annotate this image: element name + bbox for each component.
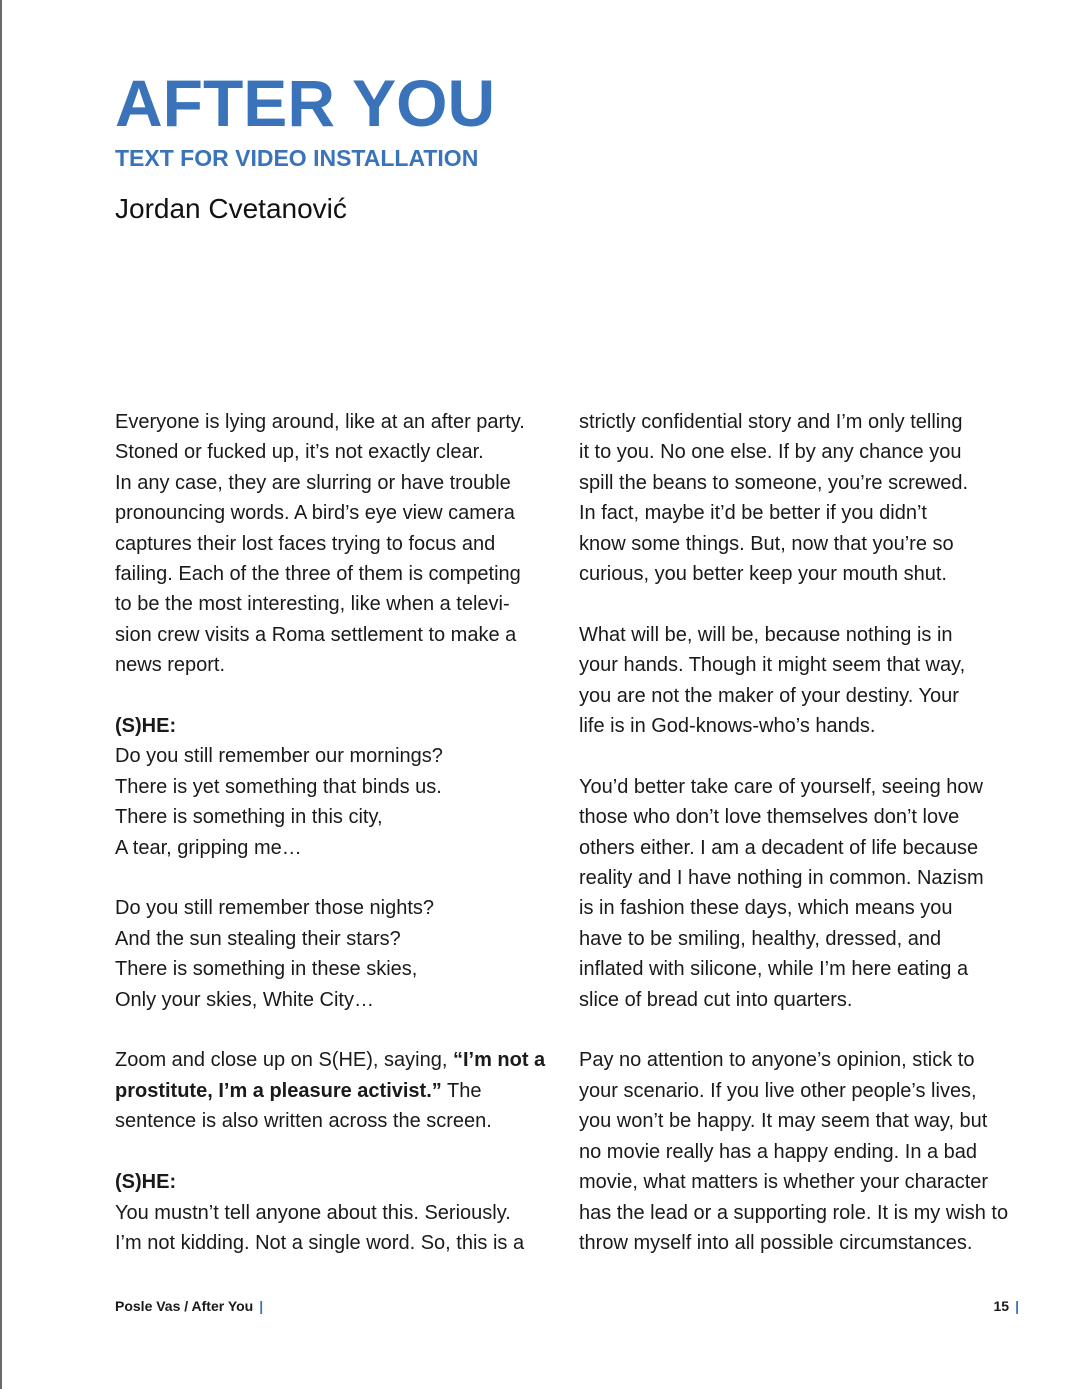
paragraph-1 (579, 407, 1024, 589)
text-line: know some things. But, now that you’re so (579, 532, 954, 555)
text-line: throw myself into all possible circumstances. (579, 1231, 973, 1254)
text-line: those who don’t love themselves don’t love (579, 806, 960, 829)
zoom-paragraph (115, 1045, 560, 1136)
stanza-2 (115, 893, 560, 1015)
text-line: others either. I am a decadent of life because (579, 836, 979, 859)
dialogue-block-1 (115, 711, 560, 863)
text-line: What will be, will be, because nothing is in (579, 623, 953, 646)
text-line: no movie really has a happy ending. In a bad (579, 1140, 978, 1163)
left-column (115, 407, 560, 1258)
paragraph-2 (579, 620, 1024, 742)
text-line: news report. (115, 654, 226, 677)
verse-line: A tear, gripping me… (115, 836, 302, 859)
text-line: Stoned or fucked up, it’s not exactly clear. (115, 441, 484, 464)
paragraph-4 (579, 1045, 1024, 1258)
page-number-block (994, 1298, 1020, 1314)
text-line: sion crew visits a Roma settlement to make a (115, 623, 517, 646)
paragraph-3 (579, 772, 1024, 1015)
text-line: it to you. No one else. If by any chance you (579, 441, 962, 464)
zoom-text-pre: Zoom and close up on S(HE), saying, (115, 1049, 453, 1072)
verse-line: Only your skies, White City… (115, 988, 374, 1011)
speaker-label: (S)HE: (115, 1171, 177, 1194)
text-line: In any case, they are slurring or have trouble (115, 471, 511, 494)
text-line: reality and I have nothing in common. Nazism (579, 867, 984, 890)
page-number: 15 (993, 1298, 1010, 1314)
text-line: to be the most interesting, like when a televi- (115, 593, 510, 616)
footer-separator: | (1015, 1298, 1019, 1314)
page-subtitle: TEXT FOR VIDEO INSTALLATION (115, 145, 479, 171)
publication-title: Posle Vas / After You (115, 1298, 254, 1314)
text-line: slice of bread cut into quarters. (579, 988, 853, 1011)
verse-line: Do you still remember those nights? (115, 897, 435, 920)
text-line: pronouncing words. A bird’s eye view camera (115, 502, 515, 525)
page-title: AFTER YOU (115, 66, 496, 140)
verse-line: Do you still remember our mornings? (115, 745, 443, 768)
speaker-label: (S)HE: (115, 715, 177, 738)
text-line: is in fashion these days, which means you (579, 897, 953, 920)
page-header (115, 68, 495, 226)
verse-line: There is yet something that binds us. (115, 775, 442, 798)
verse-line: There is something in this city, (115, 806, 383, 829)
footer-separator: | (259, 1298, 264, 1314)
text-line: strictly confidential story and I’m only telling (579, 411, 963, 433)
text-line: You mustn’t tell anyone about this. Seriously. (115, 1201, 511, 1224)
author-name: Jordan Cvetanović (115, 193, 347, 224)
quote-text: “I’m not a prostitute, I’m a pleasure activist.” (115, 1049, 546, 1102)
intro-paragraph (115, 407, 560, 681)
verse-line: And the sun stealing their stars? (115, 927, 401, 950)
text-line: You’d better take care of yourself, seeing how (579, 775, 983, 798)
text-line: movie, what matters is whether your character (579, 1171, 989, 1194)
text-line: In fact, maybe it’d be better if you didn’t (579, 502, 927, 525)
text-line: inflated with silicone, while I’m here eating a (579, 958, 969, 981)
text-line: Pay no attention to anyone’s opinion, stick to (579, 1049, 975, 1072)
text-line: have to be smiling, healthy, dressed, and (579, 927, 942, 950)
dialogue-block-2 (115, 1167, 560, 1258)
text-line: you won’t be happy. It may seem that way, but (579, 1110, 988, 1133)
verse-line: There is something in these skies, (115, 958, 418, 981)
right-column (579, 407, 1024, 1258)
text-line: you are not the maker of your destiny. Your (579, 684, 959, 707)
text-line: has the lead or a supporting role. It is my wish to (579, 1201, 1009, 1224)
page-edge-rule (0, 0, 2, 1389)
text-line: life is in God-knows-who’s hands. (579, 715, 876, 738)
text-line: failing. Each of the three of them is competing (115, 563, 521, 586)
text-line: Everyone is lying around, like at an after party. (115, 411, 525, 433)
text-line: curious, you better keep your mouth shut. (579, 563, 947, 586)
text-line: I’m not kidding. Not a single word. So, this is a (115, 1231, 525, 1254)
running-footer (115, 1298, 263, 1314)
zoom-text-post: The sentence is also written across the screen. (115, 1079, 492, 1133)
text-line: captures their lost faces trying to focus and (115, 532, 496, 555)
text-line: your scenario. If you live other people’s lives, (579, 1079, 977, 1102)
text-line: your hands. Though it might seem that way, (579, 654, 966, 677)
text-line: spill the beans to someone, you’re screwed. (579, 471, 969, 494)
